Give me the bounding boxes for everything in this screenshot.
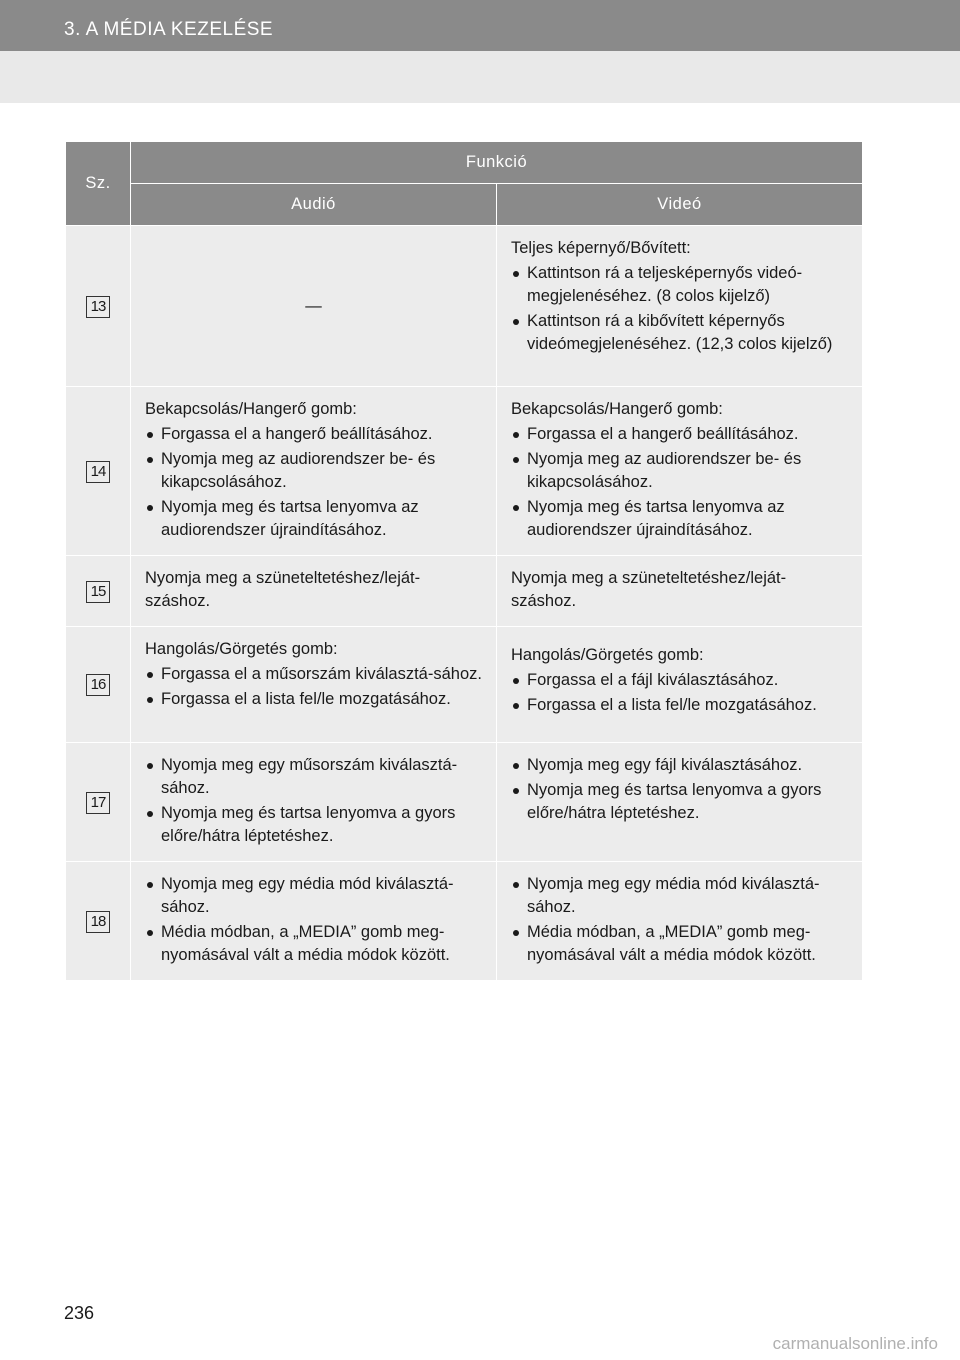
cell-title: Bekapcsolás/Hangerő gomb: — [145, 400, 357, 418]
audio-cell — [131, 743, 497, 862]
page-number: 236 — [64, 1303, 95, 1323]
row-number-cell — [66, 627, 131, 743]
audio-cell — [131, 556, 497, 627]
list-item: Nyomja meg az audiorendszer be- és kikapcsolásához. — [511, 448, 849, 494]
cell-title: Teljes képernyő/Bővített: — [511, 239, 691, 257]
list-item: Nyomja meg egy média mód kiválasztá-sához. — [145, 873, 483, 919]
header-number: Sz. — [66, 142, 131, 226]
list-item: Kattintson rá a kibővített képernyős videómegjelenéséhez. (12,3 colos kijelző) — [511, 310, 849, 356]
audio-cell — [131, 862, 497, 981]
row-number-cell — [66, 743, 131, 862]
list-item: Forgassa el a műsorszám kiválasztá-sához. — [145, 663, 483, 686]
video-cell — [497, 862, 863, 981]
list-item: Forgassa el a lista fel/le mozgatásához. — [511, 694, 849, 717]
video-cell-content — [498, 557, 861, 625]
list-item: Nyomja meg egy média mód kiválasztá-sához. — [511, 873, 849, 919]
list-item: Média módban, a „MEDIA” gomb meg-nyomásával vált a média módok között. — [145, 921, 483, 967]
row-number-badge: 18 — [86, 911, 110, 933]
row-number-badge: 15 — [86, 581, 110, 603]
bullet-list — [511, 669, 849, 717]
table-body — [66, 226, 863, 981]
list-item: Nyomja meg és tartsa lenyomva az audiorendszer újraindításához. — [145, 496, 483, 542]
row-number-badge: 14 — [86, 461, 110, 483]
video-cell-content — [498, 388, 861, 554]
bullet-list — [145, 423, 483, 542]
section-header-bar — [0, 0, 960, 51]
table-row — [66, 226, 863, 387]
video-cell — [497, 226, 863, 387]
table-row — [66, 743, 863, 862]
bullet-list — [145, 873, 483, 967]
watermark: carmanualsonline.info — [772, 1334, 938, 1353]
list-item: Forgassa el a fájl kiválasztásához. — [511, 669, 849, 692]
cell-title: Nyomja meg a szüneteltetéshez/leját-száshoz. — [145, 569, 421, 610]
bullet-list — [145, 663, 483, 711]
video-cell — [497, 556, 863, 627]
list-item: Forgassa el a hangerő beállításához. — [511, 423, 849, 446]
section-title: 3. A MÉDIA KEZELÉSE — [64, 19, 274, 40]
video-cell — [497, 743, 863, 862]
video-cell-content — [498, 863, 861, 979]
list-item: Forgassa el a lista fel/le mozgatásához. — [145, 688, 483, 711]
audio-cell — [131, 226, 497, 387]
header-video: Videó — [497, 184, 863, 226]
audio-cell-content — [132, 863, 495, 979]
list-item: Kattintson rá a teljesképernyős videó-megjelenéséhez. (8 colos kijelző) — [511, 262, 849, 308]
row-number-cell — [66, 387, 131, 556]
video-cell-content — [498, 628, 861, 729]
list-item: Forgassa el a hangerő beállításához. — [145, 423, 483, 446]
list-item: Nyomja meg és tartsa lenyomva a gyors előre/hátra léptetéshez. — [145, 802, 483, 848]
row-number-badge: 13 — [86, 296, 110, 318]
bullet-list — [511, 754, 849, 825]
list-item: Nyomja meg egy műsorszám kiválasztá-sához. — [145, 754, 483, 800]
video-cell-content — [498, 227, 861, 368]
video-cell — [497, 387, 863, 556]
table-row — [66, 387, 863, 556]
row-number-badge: 16 — [86, 674, 110, 696]
cell-title: Hangolás/Görgetés gomb: — [145, 640, 338, 658]
video-cell-content — [498, 744, 861, 837]
table-row — [66, 862, 863, 981]
list-item: Nyomja meg és tartsa lenyomva az audiorendszer újraindításához. — [511, 496, 849, 542]
bullet-list — [511, 262, 849, 356]
audio-cell-content — [132, 388, 495, 554]
not-applicable-dash: — — [305, 296, 322, 315]
video-cell — [497, 627, 863, 743]
header-band — [0, 51, 960, 103]
row-number-cell — [66, 226, 131, 387]
audio-cell-content — [132, 628, 495, 723]
bullet-list — [511, 423, 849, 542]
cell-title: Nyomja meg a szüneteltetéshez/leját-száshoz. — [511, 569, 787, 610]
bullet-list — [145, 754, 483, 848]
list-item: Nyomja meg és tartsa lenyomva a gyors előre/hátra léptetéshez. — [511, 779, 849, 825]
cell-title: Bekapcsolás/Hangerő gomb: — [511, 400, 723, 418]
audio-cell — [131, 387, 497, 556]
list-item: Média módban, a „MEDIA” gomb meg-nyomásával vált a média módok között. — [511, 921, 849, 967]
row-number-cell — [66, 556, 131, 627]
header-audio: Audió — [131, 184, 497, 226]
list-item: Nyomja meg egy fájl kiválasztásához. — [511, 754, 849, 777]
table-row — [66, 627, 863, 743]
function-table — [65, 141, 863, 981]
audio-cell-content — [132, 557, 495, 625]
table-row — [66, 556, 863, 627]
row-number-cell — [66, 862, 131, 981]
cell-title: Hangolás/Görgetés gomb: — [511, 646, 704, 664]
row-number-badge: 17 — [86, 792, 110, 814]
header-function: Funkció — [131, 142, 863, 184]
list-item: Nyomja meg az audiorendszer be- és kikapcsolásához. — [145, 448, 483, 494]
bullet-list — [511, 873, 849, 967]
audio-cell — [131, 627, 497, 743]
audio-cell-content — [132, 744, 495, 860]
